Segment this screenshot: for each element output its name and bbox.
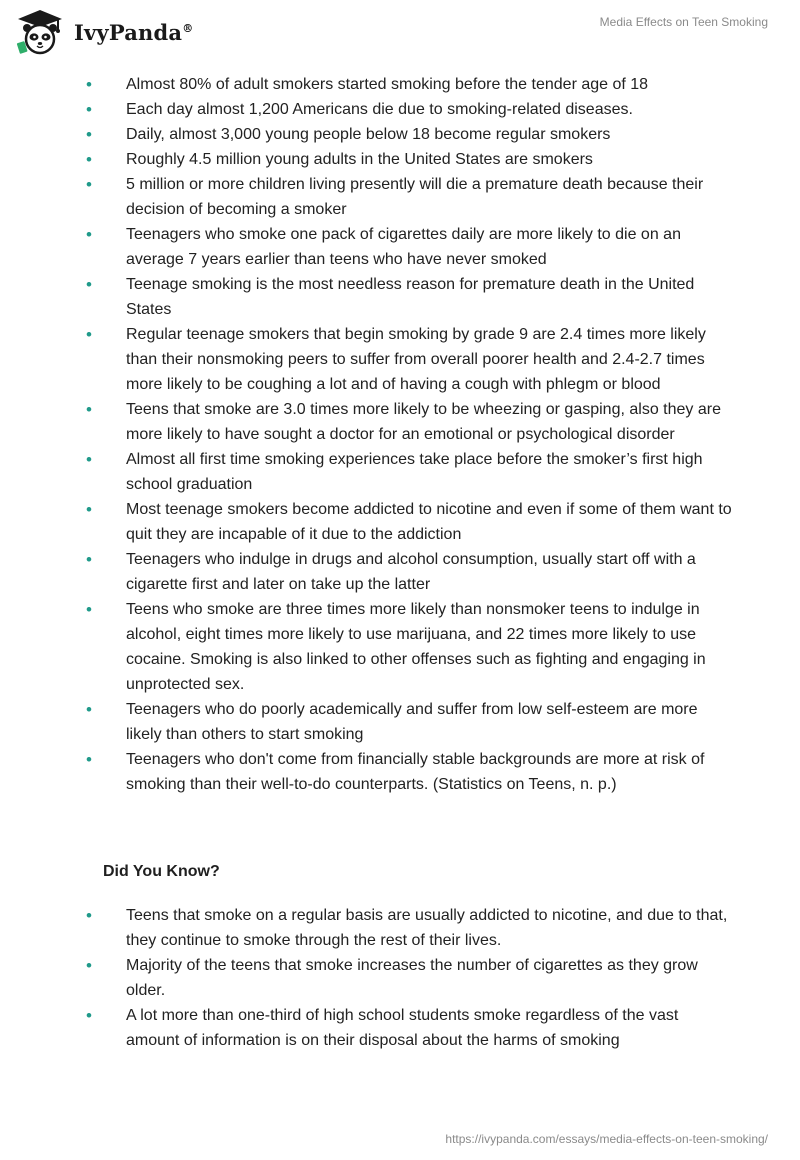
bullet-icon: • bbox=[86, 175, 92, 194]
list-item bbox=[86, 747, 736, 797]
list-item bbox=[86, 72, 736, 97]
registered-mark: ® bbox=[182, 21, 194, 35]
page-header bbox=[0, 0, 800, 62]
bullet-icon: • bbox=[86, 600, 92, 619]
list-item-text: Teens that smoke are 3.0 times more likely to be wheezing or gasping, also they are more likely to have sought a doctor for an emotional or psychological disorder bbox=[126, 401, 721, 443]
document-title: Media Effects on Teen Smoking bbox=[599, 15, 768, 29]
list-item-text: Regular teenage smokers that begin smoking by grade 9 are 2.4 times more likely than their nonsmoking peers to suffer from overall poorer health and 2.4-2.7 times more likely to be coughing a lot and of having a cough with phlegm or blood bbox=[126, 326, 706, 393]
bullet-icon: • bbox=[86, 275, 92, 294]
bullet-icon: • bbox=[86, 325, 92, 344]
list-item bbox=[86, 1003, 736, 1053]
brand-logo[interactable] bbox=[14, 8, 193, 56]
did-you-know-heading: Did You Know? bbox=[103, 863, 220, 880]
list-item bbox=[86, 397, 736, 447]
did-you-know-list bbox=[86, 903, 736, 1053]
list-item-text: Teenagers who do poorly academically and suffer from low self-esteem are more likely than others to start smoking bbox=[126, 701, 698, 743]
list-item-text: Almost 80% of adult smokers started smoking before the tender age of 18 bbox=[126, 76, 649, 93]
statistics-list bbox=[86, 72, 736, 797]
list-item-text: A lot more than one-third of high school students smoke regardless of the vast amount of information is on their disposal about the harms of smoking bbox=[126, 1007, 679, 1049]
bullet-icon: • bbox=[86, 450, 92, 469]
list-item bbox=[86, 147, 736, 172]
list-item-text: Majority of the teens that smoke increases the number of cigarettes as they grow older. bbox=[126, 957, 698, 999]
list-item bbox=[86, 97, 736, 122]
bullet-icon: • bbox=[86, 500, 92, 519]
list-item bbox=[86, 547, 736, 597]
list-item-text: Teens that smoke on a regular basis are usually addicted to nicotine, and due to that, they continue to smoke through the rest of their lives. bbox=[126, 907, 728, 949]
bullet-icon: • bbox=[86, 1006, 92, 1025]
bullet-icon: • bbox=[86, 75, 92, 94]
bullet-icon: • bbox=[86, 700, 92, 719]
list-item bbox=[86, 597, 736, 697]
bullet-icon: • bbox=[86, 125, 92, 144]
list-item bbox=[86, 322, 736, 397]
list-item-text: Teens who smoke are three times more likely than nonsmoker teens to indulge in alcohol, eight times more likely to use marijuana, and 22 times more likely to use cocaine. Smoking is also linked to other offenses such as fighting and engaging in unprotected sex. bbox=[126, 601, 706, 693]
panda-graduate-icon bbox=[14, 8, 66, 56]
list-item bbox=[86, 953, 736, 1003]
bullet-icon: • bbox=[86, 150, 92, 169]
list-item bbox=[86, 447, 736, 497]
bullet-icon: • bbox=[86, 550, 92, 569]
bullet-icon: • bbox=[86, 906, 92, 925]
list-item bbox=[86, 903, 736, 953]
list-item-text: Teenagers who don't come from financially stable backgrounds are more at risk of smoking than their well-to-do counterparts. (Statistics on Teens, n. p.) bbox=[126, 751, 705, 793]
bullet-icon: • bbox=[86, 956, 92, 975]
list-item-text: Roughly 4.5 million young adults in the United States are smokers bbox=[126, 151, 593, 168]
list-item-text: Most teenage smokers become addicted to nicotine and even if some of them want to quit they are incapable of it due to the addiction bbox=[126, 501, 732, 543]
list-item bbox=[86, 497, 736, 547]
bullet-icon: • bbox=[86, 100, 92, 119]
list-item bbox=[86, 697, 736, 747]
brand-name: IvyPanda® bbox=[74, 19, 194, 45]
list-item bbox=[86, 172, 736, 222]
bullet-icon: • bbox=[86, 750, 92, 769]
list-item bbox=[86, 272, 736, 322]
list-item-text: Daily, almost 3,000 young people below 18 become regular smokers bbox=[126, 126, 611, 143]
list-item-text: Almost all first time smoking experiences take place before the smoker’s first high school graduation bbox=[126, 451, 703, 493]
list-item bbox=[86, 222, 736, 272]
list-item-text: Each day almost 1,200 Americans die due to smoking-related diseases. bbox=[126, 101, 633, 118]
list-item-text: 5 million or more children living presently will die a premature death because their decision of becoming a smoker bbox=[126, 176, 704, 218]
source-url[interactable]: https://ivypanda.com/essays/media-effects-on-teen-smoking/ bbox=[445, 1132, 768, 1146]
list-item-text: Teenage smoking is the most needless reason for premature death in the United States bbox=[126, 276, 695, 318]
list-item-text: Teenagers who smoke one pack of cigarettes daily are more likely to die on an average 7 years earlier than teens who have never smoked bbox=[126, 226, 681, 268]
list-item bbox=[86, 122, 736, 147]
bullet-icon: • bbox=[86, 225, 92, 244]
bullet-icon: • bbox=[86, 400, 92, 419]
list-item-text: Teenagers who indulge in drugs and alcohol consumption, usually start off with a cigarette first and later on take up the latter bbox=[126, 551, 696, 593]
